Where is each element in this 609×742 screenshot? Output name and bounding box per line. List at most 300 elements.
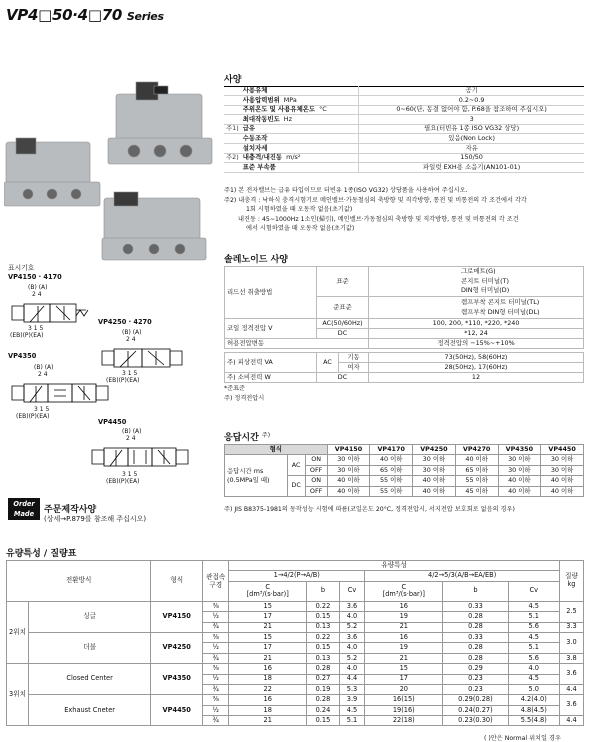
valve-symbol-exhaust-center — [88, 442, 198, 472]
response-value: 40 이하 — [541, 476, 584, 486]
response-value: 40 이하 — [455, 455, 498, 465]
spec-label: 사용유체 — [242, 85, 268, 94]
spec-num — [224, 163, 241, 173]
flow-model: VP4150 — [151, 601, 203, 632]
spec-note: 에서 시험하였을 때 오동작 없음(초기값) — [246, 225, 355, 232]
flow-value: 5.1 — [508, 643, 559, 653]
spec-label-cell — [241, 96, 359, 106]
flow-value: 5.0 — [508, 684, 559, 694]
flow-h-switch: 전환방식 — [7, 561, 151, 602]
coil-label: 코일 정격전압 — [227, 323, 267, 332]
spec-value: 파일럿 EXH용 소음기(AN101-01) — [359, 163, 584, 173]
flow-value: 4.8(4.5) — [508, 705, 559, 715]
flow-value: 5.2 — [339, 653, 365, 663]
standard-label: 표준 — [317, 267, 369, 297]
response-model-vp4150: VP4150 — [327, 445, 370, 455]
flow-type: 더블 — [29, 632, 151, 663]
standard-vals — [369, 267, 584, 297]
spec-label: 사용압력범위 — [242, 95, 280, 104]
valve-symbol-double — [98, 343, 194, 373]
page-title — [6, 6, 164, 24]
flow-value: 5.3 — [339, 684, 365, 694]
flow-value: 17 — [229, 643, 307, 653]
flow-value: 0.33 — [443, 601, 508, 611]
flow-value: 4.2(4.0) — [508, 695, 559, 705]
spec-label: 설치자세 — [242, 143, 268, 152]
response-value: 55 이하 — [370, 486, 413, 496]
flow-h-c-unit: [dm³/(s·bar)] — [246, 590, 289, 599]
flow-h-flow: 유량특성 — [229, 561, 560, 571]
spec-num — [224, 134, 241, 144]
flow-position — [7, 664, 29, 726]
spec-label-cell — [241, 134, 359, 144]
response-model-vp4270: VP4270 — [455, 445, 498, 455]
spec-notes — [224, 186, 527, 234]
flow-h-port: 관접속 구경 — [203, 561, 229, 602]
spec-row — [224, 134, 584, 144]
flow-model: VP4250 — [151, 632, 203, 663]
flow-port-size: ½ — [203, 674, 229, 684]
flow-mass: 4.4 — [560, 716, 584, 726]
spec-unit: MPa — [283, 95, 297, 104]
spec-row — [224, 163, 584, 173]
symbol-port-bottom: (EB)(P)(EA) — [16, 413, 50, 420]
flow-value: 21 — [229, 716, 307, 726]
flow-value: 4.5 — [508, 674, 559, 684]
symbol-port-top: (B) (A) — [34, 364, 54, 371]
flow-value: 4.5 — [339, 705, 365, 715]
flow-value: 22(18) — [365, 716, 443, 726]
response-note: 주) JIS B8375-1981의 동작성능 시험에 따름(코일온도 20°C, 정격전압시, 서지전압 보호회로 없음의 경우) — [224, 506, 515, 513]
flow-h-c2 — [365, 581, 443, 601]
spec-label-cell — [241, 124, 359, 134]
flow-value: 0.23(0.30) — [443, 716, 508, 726]
response-label: 응답시간 ms — [227, 466, 264, 475]
symbol-label-vp4250: VP4250 · 4270 — [98, 318, 152, 326]
flow-value: 0.15 — [307, 612, 340, 622]
flow-row — [7, 601, 584, 611]
spec-label: 수동조작 — [242, 134, 268, 143]
flow-value: 0.15 — [307, 643, 340, 653]
symbol-port-top: (B) (A) — [122, 428, 142, 435]
flow-value: 19 — [365, 643, 443, 653]
response-model-vp4350: VP4350 — [498, 445, 541, 455]
product-photo — [4, 80, 224, 265]
spec-row — [224, 144, 584, 154]
flow-value: 0.27 — [307, 674, 340, 684]
valve-symbol-closed-center — [8, 378, 118, 408]
spec-label-cell — [241, 144, 359, 154]
flow-value: 0.19 — [307, 684, 340, 694]
power-cell — [225, 373, 317, 383]
flow-position-label: 2위치 — [9, 627, 26, 636]
symbol-label-vp4150: VP4150 · 4170 — [8, 273, 62, 281]
response-value: 40 이하 — [413, 486, 456, 496]
spec-row — [224, 105, 584, 115]
flow-value: 5.6 — [508, 653, 559, 663]
response-value: 65 이하 — [370, 465, 413, 475]
spec-row — [224, 86, 584, 96]
symbol-port-bottom: (EB)(P)(EA) — [106, 377, 140, 384]
response-value: 40 이하 — [541, 486, 584, 496]
flow-mass: 3.6 — [560, 664, 584, 685]
spec-label: 주위온도 및 사용유체온도 — [242, 105, 316, 114]
flow-position — [7, 601, 29, 663]
spec-label-cell — [241, 105, 359, 115]
flow-h-c-label: C — [265, 582, 270, 591]
flow-value: 0.28 — [307, 664, 340, 674]
flow-value: 18 — [229, 674, 307, 684]
spec-value: 필요(터빈유 1종 ISO VG32 상당) — [359, 124, 584, 134]
spec-num — [224, 96, 241, 106]
response-value: 30 이하 — [413, 465, 456, 475]
solenoid-power-table — [224, 352, 584, 383]
flow-mass: 2.5 — [560, 601, 584, 622]
flow-value: 0.24 — [307, 705, 340, 715]
response-model-vp4250: VP4250 — [413, 445, 456, 455]
spec-label: 표준 부속품 — [242, 162, 276, 171]
flow-value: 4.0 — [339, 612, 365, 622]
spec-label: 급유 — [242, 124, 256, 133]
flow-value: 3.6 — [339, 632, 365, 642]
spec-unit: Hz — [283, 114, 292, 123]
flow-value: 4.0 — [339, 664, 365, 674]
apparent-ac: AC — [317, 353, 339, 373]
solenoid-note: *준표준 — [224, 385, 246, 392]
flow-footnote: ( )안은 Normal 위치일 경우 — [484, 735, 561, 742]
response-value: 30 이하 — [498, 465, 541, 475]
power-dc: DC — [317, 373, 369, 383]
ac-label: AC(50/60Hz) — [317, 319, 369, 329]
solenoid-heading: 솔레노이드 사양 — [224, 252, 584, 267]
symbol-label-vp4450: VP4450 — [98, 418, 127, 426]
solenoid-notes — [224, 384, 264, 403]
spec-heading: 사양 — [224, 72, 584, 87]
apparent-cell — [225, 353, 317, 373]
flow-value: 19(16) — [365, 705, 443, 715]
response-model-vp4170: VP4170 — [370, 445, 413, 455]
flow-value: 0.22 — [307, 601, 340, 611]
flow-value: 0.28 — [443, 643, 508, 653]
response-value: 55 이하 — [455, 476, 498, 486]
symbol-port-bottom-num: 3 1 5 — [122, 471, 138, 478]
flow-type: Exhaust Cneter — [29, 695, 151, 726]
quasi-val: 램프부착 콘지트 터미널(TL) — [461, 297, 540, 306]
inrush-val: 73(50Hz), 58(60Hz) — [369, 353, 584, 363]
response-value: 40 이하 — [327, 476, 370, 486]
flow-port-size: ¾ — [203, 716, 229, 726]
flow-value: 0.15 — [307, 716, 340, 726]
flow-port-size: ¾ — [203, 653, 229, 663]
flow-value: 3.9 — [339, 695, 365, 705]
symbols-heading: 표시기호 — [8, 264, 35, 272]
title-suffix: Series — [126, 10, 164, 23]
symbol-port-num: 2 4 — [32, 291, 42, 298]
tol-label: 허용전압변동 — [225, 339, 369, 349]
flow-model: VP4450 — [151, 695, 203, 726]
symbol-port-top: (B) (A) — [122, 329, 142, 336]
symbol-port-bottom-num: 3 1 5 — [28, 325, 44, 332]
power-val: 12 — [369, 373, 584, 383]
flow-h-grp2: 4/2→5/3(A/B→EA/EB) — [365, 571, 560, 581]
flow-h-b1: b — [307, 581, 340, 601]
dc-label: DC — [317, 329, 369, 339]
response-value: 30 이하 — [498, 455, 541, 465]
flow-value: 4.0 — [508, 664, 559, 674]
title-main: VP4□50·4□70 — [6, 6, 122, 24]
flow-value: 4.5 — [508, 632, 559, 642]
valve-symbol-single — [8, 298, 98, 328]
symbol-port-top: (B) (A) — [28, 284, 48, 291]
flow-value: 4.4 — [339, 674, 365, 684]
response-heading — [224, 430, 584, 445]
solenoid-note: 주) 정격전압시 — [224, 394, 265, 402]
flow-value: 4.0 — [339, 643, 365, 653]
flow-type: 싱글 — [29, 601, 151, 632]
spec-label-cell — [241, 115, 359, 125]
flow-value: 20 — [365, 684, 443, 694]
dc-val: *12, 24 — [369, 329, 584, 339]
flow-h-mass-unit: kg — [567, 579, 576, 588]
response-state-off: OFF — [305, 465, 327, 475]
flow-port-size: ¾ — [203, 684, 229, 694]
inrush-label: 기동 — [339, 353, 369, 363]
spec-label-cell — [241, 163, 359, 173]
flow-port-size: ½ — [203, 705, 229, 715]
flow-value: 17 — [365, 674, 443, 684]
spec-value: 자유 — [359, 144, 584, 154]
standard-val: 그로메트(G) — [461, 267, 496, 276]
flow-row — [7, 695, 584, 705]
spec-note: 주1) 본 전자밸브는 급유 타입이므로 터빈유 1종(ISO VG32) 상당품을 사용하여 주십시오. — [224, 187, 468, 194]
spec-value: 0∼60(단, 동결 없어야 함, P.68을 참조하여 주십시오) — [359, 105, 584, 115]
flow-value: 0.22 — [307, 632, 340, 642]
flow-value: 21 — [229, 622, 307, 632]
coil-unit: V — [268, 323, 273, 332]
spec-note: 주2) 내충격 : 낙하식 충격시험기로 메인밸브·가동철심의 축방향 및 직각방향, 통전 및 비통전의 각 조건에서 각각 — [224, 196, 527, 204]
spec-value: 150/50 — [359, 153, 584, 163]
order-made-badge: Order Made — [8, 498, 40, 520]
flow-value: 5.5(4.8) — [508, 716, 559, 726]
standard-val: 콘지트 터미널(T) — [461, 276, 509, 285]
flow-value: 22 — [229, 684, 307, 694]
response-label-sub: (0.5MPa일 때) — [227, 475, 270, 484]
order-made-sub: (상세→P.879를 참조해 주십시오) — [44, 515, 147, 523]
flow-value: 15 — [229, 632, 307, 642]
flow-value: 4.5 — [508, 601, 559, 611]
quasi-vals — [369, 297, 584, 319]
apparent-label: 주) 피상전력 — [227, 357, 263, 366]
flow-port-size: ⅜ — [203, 632, 229, 642]
flow-value: 0.28 — [443, 622, 508, 632]
quasi-label: 준표준 — [317, 297, 369, 319]
symbol-port-bottom: (EB)(P)(EA) — [106, 478, 140, 485]
flow-value: 19 — [365, 612, 443, 622]
response-heading-note: 주) — [261, 432, 271, 439]
response-power-dc: DC — [287, 476, 305, 497]
flow-mass: 3.6 — [560, 695, 584, 716]
spec-num — [224, 105, 241, 115]
spec-num — [224, 144, 241, 154]
spec-unit: m/s² — [286, 153, 301, 162]
flow-h-cv2: Cv — [508, 581, 559, 601]
flow-value: 0.33 — [443, 632, 508, 642]
flow-value: 18 — [229, 705, 307, 715]
response-heading-text: 응답시간 — [224, 433, 259, 443]
spec-row — [224, 124, 584, 134]
flow-type: Closed Center — [29, 664, 151, 695]
standard-val: DIN형 터미널(D) — [461, 286, 510, 295]
flow-value: 16 — [229, 664, 307, 674]
response-value: 65 이하 — [455, 465, 498, 475]
response-state-off: OFF — [305, 486, 327, 496]
spec-table — [224, 86, 584, 173]
flow-port-size: ½ — [203, 643, 229, 653]
spec-label: 최대작동빈도 — [242, 114, 280, 123]
flow-port-size: ⅜ — [203, 695, 229, 705]
flow-row — [7, 632, 584, 642]
flow-port-size: ⅜ — [203, 664, 229, 674]
flow-port-size: ½ — [203, 612, 229, 622]
spec-row — [224, 115, 584, 125]
flow-value: 0.29 — [443, 664, 508, 674]
spec-row — [224, 153, 584, 163]
flow-h-c-unit: [dm³/(s·bar)] — [382, 590, 425, 599]
response-power-ac: AC — [287, 455, 305, 476]
flow-mass: 3.3 — [560, 622, 584, 632]
flow-port-size: ¾ — [203, 622, 229, 632]
flow-value: 21 — [365, 622, 443, 632]
symbol-label-vp4350: VP4350 — [8, 352, 37, 360]
lead-label: 리드선 취출방법 — [225, 267, 317, 319]
flow-value: 17 — [229, 612, 307, 622]
flow-mass: 3.0 — [560, 632, 584, 653]
flow-value: 21 — [365, 653, 443, 663]
spec-num — [224, 115, 241, 125]
coil-label-cell — [225, 319, 317, 339]
flow-table — [6, 560, 584, 726]
flow-heading: 유량특성 / 질량표 — [6, 546, 584, 561]
flow-value: 0.13 — [307, 622, 340, 632]
flow-value: 15 — [229, 601, 307, 611]
hold-label: 여자 — [339, 363, 369, 373]
spec-value: 공기 — [359, 86, 584, 96]
response-state-on: ON — [305, 476, 327, 486]
flow-h-grp1: 1→4/2(P→A/B) — [229, 571, 365, 581]
flow-model: VP4350 — [151, 664, 203, 695]
response-value: 30 이하 — [327, 465, 370, 475]
flow-value: 5.6 — [508, 622, 559, 632]
response-value: 55 이하 — [370, 476, 413, 486]
response-type-header: 형식 — [225, 445, 328, 455]
spec-unit: °C — [319, 105, 327, 114]
flow-value: 5.1 — [339, 716, 365, 726]
flow-value: 21 — [229, 653, 307, 663]
spec-num: 주1) — [226, 124, 239, 133]
flow-mass: 4.4 — [560, 684, 584, 694]
symbol-port-bottom: (EB)(P)(EA) — [10, 332, 44, 339]
response-value: 45 이하 — [455, 486, 498, 496]
flow-row — [7, 664, 584, 674]
flow-value: 16 — [365, 601, 443, 611]
response-value: 40 이하 — [498, 476, 541, 486]
response-row — [225, 455, 584, 465]
response-value: 30 이하 — [541, 455, 584, 465]
power-label: 주) 소비전력 — [227, 372, 263, 381]
spec-label: 내충격/내진동 — [242, 153, 283, 162]
spec-num: 주2) — [226, 153, 239, 162]
spec-row — [224, 96, 584, 106]
spec-value: 있음(Non Lock) — [359, 134, 584, 144]
flow-h-c-label: C — [401, 582, 407, 591]
flow-value: 16(15) — [365, 695, 443, 705]
response-value: 40 이하 — [413, 476, 456, 486]
flow-port-size: ⅜ — [203, 601, 229, 611]
hold-val: 28(50Hz), 17(60Hz) — [369, 363, 584, 373]
response-state-on: ON — [305, 455, 327, 465]
response-model-vp4450: VP4450 — [541, 445, 584, 455]
quasi-val: 램프부착 DIN형 터미널(DL) — [461, 307, 540, 316]
flow-value: 0.28 — [307, 695, 340, 705]
spec-num — [224, 86, 241, 96]
spec-note: 내진동 : 45∼1000Hz 1소인(掃引), 메인밸브·가동철심의 축방향 및 직각방향, 통전 및 비통전의 각 조건 — [238, 215, 519, 223]
flow-value: 3.6 — [339, 601, 365, 611]
power-unit: W — [264, 372, 271, 381]
flow-mass: 3.8 — [560, 653, 584, 663]
flow-h-mass — [560, 561, 584, 602]
response-value: 40 이하 — [370, 455, 413, 465]
flow-value: 0.28 — [443, 612, 508, 622]
flow-h-model: 형식 — [151, 561, 203, 602]
flow-value: 0.29(0.28) — [443, 695, 508, 705]
symbol-port-bottom-num: 3 1 5 — [34, 406, 50, 413]
response-value: 30 이하 — [541, 465, 584, 475]
spec-note: 1회 시험하였을 때 오동작 없음(초기값) — [246, 206, 353, 213]
flow-value: 0.28 — [443, 653, 508, 663]
spec-label-cell — [241, 86, 359, 96]
flow-h-b2: b — [443, 581, 508, 601]
flow-position-label: 3위치 — [9, 690, 26, 698]
response-label-cell — [225, 455, 288, 497]
spec-value: 3 — [359, 115, 584, 125]
flow-h-c1 — [229, 581, 307, 601]
flow-value: 16 — [365, 632, 443, 642]
flow-value: 16 — [229, 695, 307, 705]
flow-value: 0.24(0.27) — [443, 705, 508, 715]
flow-value: 0.23 — [443, 684, 508, 694]
order-made-heading: 주문제작사양 — [44, 505, 97, 515]
response-table — [224, 444, 584, 497]
apparent-unit: VA — [264, 357, 273, 366]
flow-value: 0.13 — [307, 653, 340, 663]
flow-value: 5.1 — [508, 612, 559, 622]
response-value: 30 이하 — [327, 455, 370, 465]
spec-label-cell — [241, 153, 359, 163]
tol-val: 정격전압의 −15%∼+10% — [369, 339, 584, 349]
flow-h-cv1: Cv — [339, 581, 365, 601]
ac-val: 100, 200, *110, *220, *240 — [369, 319, 584, 329]
symbol-port-num: 2 4 — [38, 371, 48, 378]
response-value: 40 이하 — [327, 486, 370, 496]
response-value: 40 이하 — [498, 486, 541, 496]
spec-value: 0.2∼0.9 — [359, 96, 584, 106]
flow-value: 5.2 — [339, 622, 365, 632]
flow-h-mass-label: 질량 — [565, 572, 578, 581]
response-value: 30 이하 — [413, 455, 456, 465]
flow-value: 0.23 — [443, 674, 508, 684]
symbol-port-num: 2 4 — [126, 336, 136, 343]
solenoid-table — [224, 266, 584, 349]
